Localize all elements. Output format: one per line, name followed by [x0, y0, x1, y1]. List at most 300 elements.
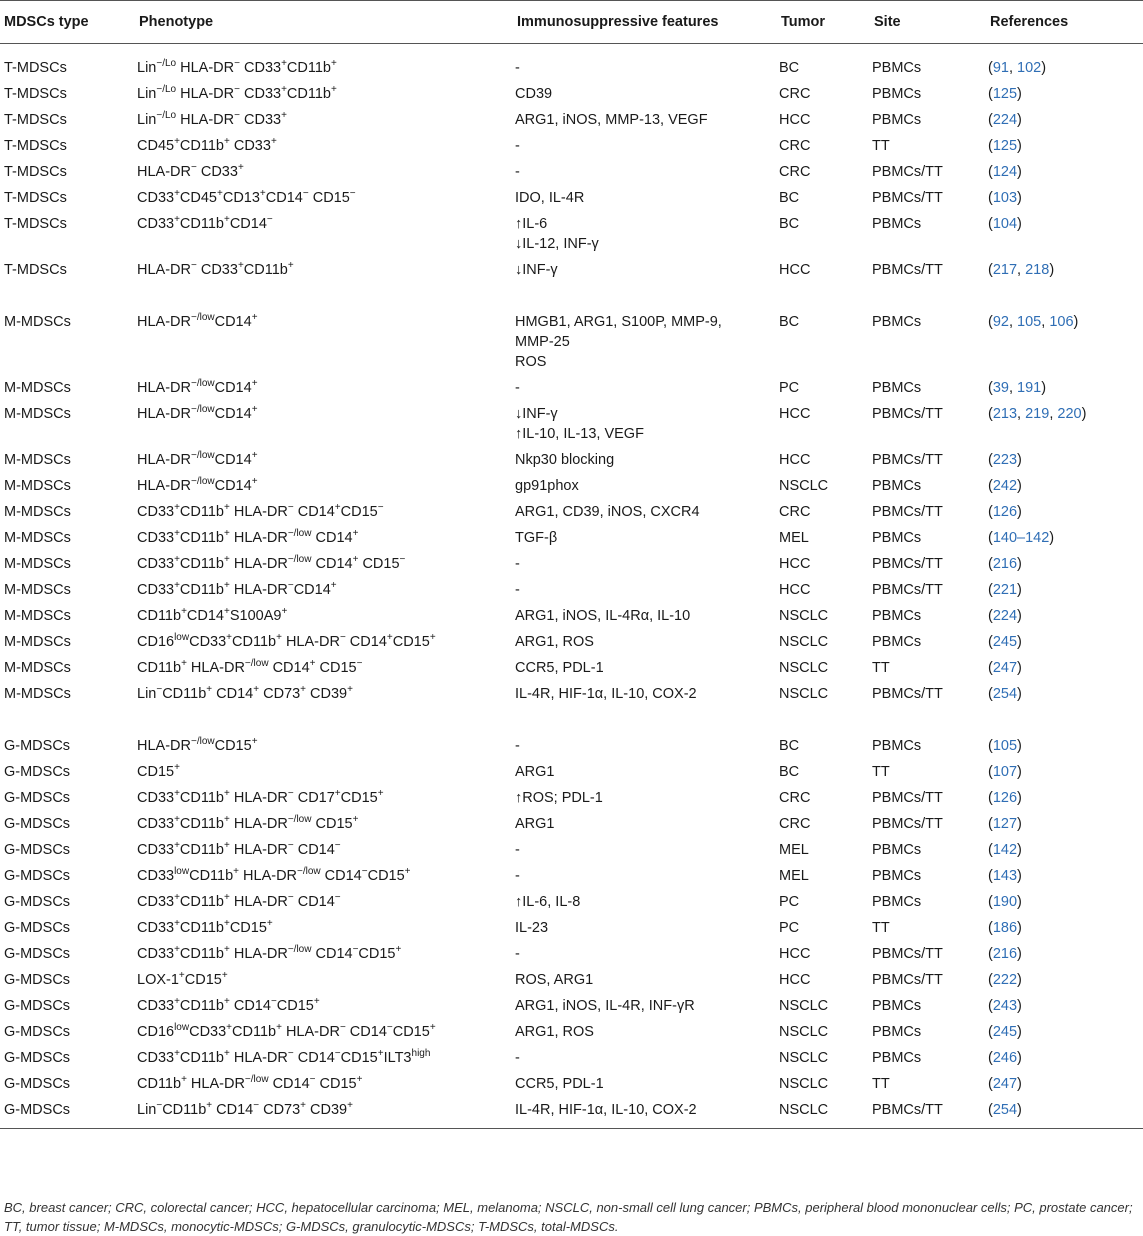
reference-link[interactable]: 105 — [992, 738, 1018, 754]
feature-line: MMP-25 — [515, 334, 570, 350]
table-row — [0, 133, 1143, 159]
table-row — [0, 375, 1143, 401]
cell-features — [513, 655, 777, 681]
cell-mdscs-type: T-MDSCs — [4, 60, 67, 76]
table-row — [0, 107, 1143, 133]
cell-site: PBMCs — [872, 608, 922, 624]
feature-line: ROS, ARG1 — [515, 972, 594, 988]
cell-tumor: HCC — [779, 112, 811, 128]
feature-line: ROS — [515, 354, 547, 370]
cell-tumor: HCC — [779, 452, 811, 468]
cell-mdscs-type: G-MDSCs — [4, 1024, 71, 1040]
cell-tumor: HCC — [779, 946, 811, 962]
cell-references: (143) — [988, 868, 1022, 884]
cell-mdscs-type: G-MDSCs — [4, 738, 71, 754]
cell-tumor: NSCLC — [779, 634, 829, 650]
table-row — [0, 447, 1143, 473]
reference-link[interactable]: 243 — [992, 998, 1018, 1014]
cell-phenotype: $CD16^{low}CD33^+CD11b^+$ HLA-DR− CD14−CD15+ — [137, 1022, 436, 1040]
cell-phenotype: CD33+CD11b+ HLA-DR− CD14+CD15− — [137, 502, 384, 520]
cell-mdscs-type: M-MDSCs — [4, 556, 71, 572]
cell-site: PBMCs — [872, 86, 922, 102]
cell-features — [513, 499, 777, 525]
cell-phenotype: CD33+CD11b+ CD14−CD15+ — [137, 996, 320, 1014]
cell-references: (142) — [988, 842, 1022, 858]
reference-link[interactable]: 222 — [992, 972, 1018, 988]
cell-phenotype: CD33+CD11b+CD15+ — [137, 918, 273, 936]
table-row — [0, 551, 1143, 577]
feature-line: TGF-β — [515, 530, 558, 546]
feature-line: - — [515, 738, 520, 754]
cell-features — [513, 967, 777, 993]
cell-references: (243) — [988, 998, 1022, 1014]
cell-features — [513, 603, 777, 629]
cell-mdscs-type: M-MDSCs — [4, 530, 71, 546]
cell-features — [513, 107, 777, 133]
cell-references: (221) — [988, 582, 1022, 598]
cell-phenotype: CD33+CD11b+ HLA-DR−CD14+ — [137, 580, 337, 598]
feature-line: - — [515, 138, 520, 154]
cell-tumor: MEL — [779, 842, 809, 858]
cell-phenotype: HLA-$DR^{-/low}CD14^+$ — [137, 378, 258, 396]
cell-mdscs-type: M-MDSCs — [4, 660, 71, 676]
reference-link[interactable]: 221 — [992, 582, 1018, 598]
cell-references: (245) — [988, 1024, 1022, 1040]
reference-link[interactable]: 247 — [992, 660, 1018, 676]
cell-references: (246) — [988, 1050, 1022, 1066]
cell-tumor: PC — [779, 380, 800, 396]
cell-site: PBMCs — [872, 112, 922, 128]
table-row — [0, 257, 1143, 283]
table-row — [0, 889, 1143, 915]
cell-phenotype: $CD33^{low}CD11b^+$ HLA-$DR^{-/low}$ CD14−CD15+ — [137, 866, 411, 884]
cell-mdscs-type: G-MDSCs — [4, 1050, 71, 1066]
header-phenotype: Phenotype — [135, 1, 513, 44]
cell-site: PBMCs/TT — [872, 686, 943, 702]
cell-site: PBMCs/TT — [872, 946, 943, 962]
cell-references: (107) — [988, 764, 1022, 780]
reference-link[interactable]: 245 — [992, 634, 1018, 650]
table-row — [0, 525, 1143, 551]
cell-mdscs-type: G-MDSCs — [4, 790, 71, 806]
feature-line: ↓INF-γ — [515, 262, 558, 278]
table-row — [0, 941, 1143, 967]
cell-tumor: BC — [779, 190, 800, 206]
cell-mdscs-type: G-MDSCs — [4, 816, 71, 832]
cell-site: PBMCs — [872, 738, 922, 754]
cell-phenotype: CD33+CD11b+ HLA-DR− $CD14^-CD15^+ILT3^{high}$ — [137, 1048, 431, 1066]
reference-link[interactable]: 224 — [992, 608, 1018, 624]
feature-line: - — [515, 946, 520, 962]
cell-phenotype: CD33+CD11b+ HLA-$DR^{-/low}$ CD15+ — [137, 814, 359, 832]
feature-line: ARG1, iNOS, MMP-13, VEGF — [515, 112, 708, 128]
feature-line: gp91phox — [515, 478, 579, 494]
cell-mdscs-type: G-MDSCs — [4, 972, 71, 988]
reference-link[interactable]: 104 — [992, 216, 1018, 232]
reference-link[interactable]: 217 — [992, 262, 1018, 278]
reference-link[interactable]: 219 — [1025, 406, 1050, 422]
cell-features — [513, 283, 777, 375]
table-row — [0, 499, 1143, 525]
cell-tumor: HCC — [779, 406, 811, 422]
table-row — [0, 655, 1143, 681]
table-row — [0, 401, 1143, 447]
reference-link[interactable]: 105 — [1017, 314, 1042, 330]
cell-phenotype: CD33+CD11b+ HLA-DR− CD14− — [137, 840, 341, 858]
cell-mdscs-type: M-MDSCs — [4, 504, 71, 520]
cell-site: TT — [872, 920, 890, 936]
reference-link[interactable]: 125 — [992, 86, 1018, 102]
cell-site: PBMCs/TT — [872, 504, 943, 520]
cell-tumor: NSCLC — [779, 1024, 829, 1040]
cell-features — [513, 577, 777, 603]
cell-references: (216) — [988, 556, 1022, 572]
cell-phenotype: CD33+CD11b+CD14− — [137, 214, 273, 232]
reference-link[interactable]: 254 — [992, 1102, 1018, 1118]
table-row — [0, 1019, 1143, 1045]
feature-line: - — [515, 164, 520, 180]
cell-mdscs-type: G-MDSCs — [4, 946, 71, 962]
cell-site: PBMCs — [872, 842, 922, 858]
cell-site: PBMCs — [872, 478, 922, 494]
cell-site: PBMCs/TT — [872, 262, 943, 278]
feature-line: ↑ROS; PDL-1 — [515, 790, 603, 806]
reference-link[interactable]: 224 — [992, 112, 1018, 128]
header-tumor: Tumor — [777, 1, 870, 44]
cell-mdscs-type: M-MDSCs — [4, 380, 71, 396]
feature-line: CCR5, PDL-1 — [515, 1076, 604, 1092]
cell-mdscs-type: M-MDSCs — [4, 634, 71, 650]
cell-phenotype: CD33+CD11b+ HLA-$DR^{-/low}$ CD14−CD15+ — [137, 944, 402, 962]
cell-mdscs-type: T-MDSCs — [4, 190, 67, 206]
cell-mdscs-type: M-MDSCs — [4, 582, 71, 598]
cell-mdscs-type: T-MDSCs — [4, 216, 67, 232]
feature-line: Nkp30 blocking — [515, 452, 615, 468]
cell-references: (186) — [988, 920, 1022, 936]
cell-features — [513, 1071, 777, 1097]
cell-site: PBMCs — [872, 634, 922, 650]
cell-references: (105) — [988, 738, 1022, 754]
cell-references: (127) — [988, 816, 1022, 832]
cell-features — [513, 863, 777, 889]
feature-line: ARG1, iNOS, IL-4Rα, IL-10 — [515, 608, 691, 624]
reference-link[interactable]: 186 — [992, 920, 1018, 936]
cell-mdscs-type: G-MDSCs — [4, 842, 71, 858]
reference-link[interactable]: 107 — [992, 764, 1018, 780]
feature-line: CCR5, PDL-1 — [515, 660, 604, 676]
feature-line: ARG1, ROS — [515, 1024, 594, 1040]
cell-features — [513, 401, 777, 447]
cell-site: PBMCs/TT — [872, 452, 943, 468]
cell-tumor: BC — [779, 60, 800, 76]
cell-mdscs-type: G-MDSCs — [4, 894, 71, 910]
cell-features — [513, 447, 777, 473]
table-row — [0, 1097, 1143, 1129]
cell-features — [513, 525, 777, 551]
cell-site: TT — [872, 1076, 890, 1092]
feature-line: IDO, IL-4R — [515, 190, 585, 206]
cell-features — [513, 159, 777, 185]
cell-mdscs-type: G-MDSCs — [4, 868, 71, 884]
cell-phenotype: CD11b+CD14+S100A9+ — [137, 606, 288, 624]
cell-features — [513, 257, 777, 283]
reference-link[interactable]: 242 — [992, 478, 1018, 494]
cell-features — [513, 629, 777, 655]
reference-link[interactable]: 143 — [992, 868, 1018, 884]
feature-line: ARG1 — [515, 816, 555, 832]
cell-features — [513, 473, 777, 499]
feature-line: ARG1 — [515, 764, 555, 780]
cell-features — [513, 889, 777, 915]
cell-tumor: MEL — [779, 530, 809, 546]
reference-link[interactable]: 213 — [992, 406, 1018, 422]
reference-link[interactable]: 216 — [992, 946, 1018, 962]
feature-line: - — [515, 868, 520, 884]
table-row — [0, 967, 1143, 993]
cell-references: (247) — [988, 660, 1022, 676]
cell-features — [513, 185, 777, 211]
table-row — [0, 785, 1143, 811]
cell-phenotype: HLA-$DR^{-/low}CD15^+$ — [137, 736, 258, 754]
table-row — [0, 915, 1143, 941]
cell-references: (124) — [988, 164, 1022, 180]
cell-features — [513, 785, 777, 811]
feature-line: - — [515, 1050, 520, 1066]
header-mdscs-type: MDSCs type — [0, 1, 135, 44]
cell-references: (245) — [988, 634, 1022, 650]
cell-tumor: HCC — [779, 972, 811, 988]
cell-phenotype: HLA-$DR^{-/low}CD14^+$ — [137, 450, 258, 468]
cell-phenotype: CD33+CD11b+ HLA-$DR^{-/low}$ CD14+ CD15− — [137, 554, 406, 572]
table-row — [0, 837, 1143, 863]
cell-phenotype: Lin$^{-/Lo}$ HLA-DR− CD33+CD11b+ — [137, 84, 337, 102]
reference-link[interactable]: 124 — [992, 164, 1018, 180]
table-row — [0, 185, 1143, 211]
feature-line: ARG1, iNOS, IL-4R, INF-γR — [515, 998, 695, 1014]
cell-references: (125) — [988, 86, 1022, 102]
table-row — [0, 759, 1143, 785]
cell-site: PBMCs — [872, 868, 922, 884]
cell-tumor: BC — [779, 738, 800, 754]
cell-tumor: HCC — [779, 582, 811, 598]
cell-tumor: CRC — [779, 86, 811, 102]
table-row — [0, 81, 1143, 107]
reference-link[interactable]: 254 — [992, 686, 1018, 702]
cell-references: (104) — [988, 216, 1022, 232]
cell-tumor: CRC — [779, 790, 811, 806]
cell-tumor: NSCLC — [779, 998, 829, 1014]
reference-link[interactable]: 106 — [1049, 314, 1074, 330]
cell-features — [513, 375, 777, 401]
cell-references: (39, 191) — [988, 380, 1047, 396]
reference-link[interactable]: 190 — [992, 894, 1018, 910]
feature-line: IL-4R, HIF-1α, IL-10, COX-2 — [515, 1102, 697, 1118]
cell-references: (224) — [988, 112, 1022, 128]
cell-site: PBMCs — [872, 216, 922, 232]
cell-site: PBMCs/TT — [872, 164, 943, 180]
feature-line: ↑IL-10, IL-13, VEGF — [515, 426, 644, 442]
cell-features — [513, 551, 777, 577]
cell-features — [513, 1019, 777, 1045]
cell-site: PBMCs/TT — [872, 190, 943, 206]
cell-features — [513, 211, 777, 257]
cell-features — [513, 941, 777, 967]
cell-mdscs-type: M-MDSCs — [4, 314, 71, 330]
cell-features — [513, 681, 777, 707]
cell-tumor: NSCLC — [779, 1050, 829, 1066]
cell-mdscs-type: G-MDSCs — [0, 1097, 135, 1129]
reference-link[interactable]: 140–142 — [992, 530, 1050, 546]
cell-mdscs-type: T-MDSCs — [4, 112, 67, 128]
cell-phenotype: Lin$^{-/Lo}$ HLA-DR− CD33+ — [137, 110, 287, 128]
reference-link[interactable]: 247 — [992, 1076, 1018, 1092]
cell-phenotype: CD11b+ HLA-$DR^{-/low}$ CD14− CD15+ — [137, 1074, 363, 1092]
cell-phenotype: LOX-1+CD15+ — [137, 970, 228, 988]
cell-site: PBMCs — [872, 1050, 922, 1066]
table-row — [0, 283, 1143, 375]
cell-tumor: NSCLC — [779, 1076, 829, 1092]
cell-mdscs-type: G-MDSCs — [4, 764, 71, 780]
feature-line: ARG1, ROS — [515, 634, 594, 650]
cell-references: (223) — [988, 452, 1022, 468]
cell-phenotype: HLA-$DR^{-/low}CD14^+$ — [137, 312, 258, 330]
table-row — [0, 159, 1143, 185]
table-row — [0, 863, 1143, 889]
reference-link[interactable]: 125 — [992, 138, 1018, 154]
feature-line: ↓INF-γ — [515, 406, 558, 422]
reference-link[interactable]: 127 — [992, 816, 1018, 832]
cell-mdscs-type: G-MDSCs — [4, 920, 71, 936]
cell-tumor: BC — [779, 216, 800, 232]
cell-phenotype: HLA-DR− CD33+ — [137, 162, 244, 180]
cell-features — [513, 759, 777, 785]
cell-phenotype: CD45+CD11b+ CD33+ — [137, 136, 277, 154]
header-site: Site — [870, 1, 986, 44]
cell-site: PBMCs — [872, 1024, 922, 1040]
reference-link[interactable]: 103 — [992, 190, 1018, 206]
reference-link[interactable]: 142 — [992, 842, 1018, 858]
cell-phenotype: CD15+ — [137, 762, 180, 780]
cell-tumor: PC — [779, 894, 800, 910]
cell-references: (126) — [988, 790, 1022, 806]
table-row — [0, 1045, 1143, 1071]
reference-link[interactable]: 245 — [992, 1024, 1018, 1040]
cell-features — [513, 44, 777, 82]
cell-references: (91, 102) — [988, 60, 1047, 76]
table-row — [0, 577, 1143, 603]
cell-tumor: HCC — [779, 262, 811, 278]
cell-references: (216) — [988, 946, 1022, 962]
reference-link[interactable]: 39 — [992, 380, 1009, 396]
cell-mdscs-type: G-MDSCs — [4, 998, 71, 1014]
cell-site: PBMCs — [872, 380, 922, 396]
cell-site: PBMCs/TT — [872, 972, 943, 988]
cell-mdscs-type: M-MDSCs — [4, 608, 71, 624]
reference-link[interactable]: 223 — [992, 452, 1018, 468]
reference-link[interactable]: 246 — [992, 1050, 1018, 1066]
cell-references: (92, 105, 106) — [988, 314, 1079, 330]
feature-line: ↑IL-6 — [515, 216, 548, 232]
cell-site: TT — [872, 138, 890, 154]
feature-line: - — [515, 556, 520, 572]
cell-features — [513, 133, 777, 159]
cell-phenotype: HLA-DR− CD33+CD11b+ — [137, 260, 294, 278]
reference-link[interactable]: 91 — [992, 60, 1009, 76]
cell-phenotype: CD33+CD45+CD13+CD14− CD15− — [137, 188, 356, 206]
table-row — [0, 44, 1143, 82]
cell-features — [513, 837, 777, 863]
reference-link[interactable]: 218 — [1025, 262, 1050, 278]
reference-link[interactable]: 126 — [992, 504, 1018, 520]
cell-phenotype: HLA-$DR^{-/low}CD14^+$ — [137, 404, 258, 422]
reference-link[interactable]: 216 — [992, 556, 1018, 572]
cell-mdscs-type: M-MDSCs — [4, 452, 71, 468]
feature-line: IL-4R, HIF-1α, IL-10, COX-2 — [515, 686, 697, 702]
cell-tumor: CRC — [779, 504, 811, 520]
cell-site: PBMCs/TT — [872, 816, 943, 832]
table-footnote: BC, breast cancer; CRC, colorectal cancer; HCC, hepatocellular carcinoma; MEL, melanoma; NSCLC, non-small cell lung cancer; PBMCs, peripheral blood mononuclear cells; PC, prostate cancer; TT, tumor tissue; M-MDSCs, monocytic-MDSCs; G-MDSCs, granulocytic-MDSCs; T-MDSCs, total-MDSCs. — [4, 1200, 1133, 1234]
cell-site: PBMCs/TT — [872, 406, 943, 422]
cell-references: (254) — [988, 686, 1022, 702]
cell-references: (190) — [988, 894, 1022, 910]
cell-site: PBMCs — [872, 60, 922, 76]
table-row — [0, 629, 1143, 655]
table-row — [0, 603, 1143, 629]
cell-phenotype: CD11b+ HLA-$DR^{-/low}$ CD14+ CD15− — [137, 658, 363, 676]
reference-link[interactable]: 102 — [1017, 60, 1042, 76]
cell-references: (126) — [988, 504, 1022, 520]
cell-mdscs-type: T-MDSCs — [4, 164, 67, 180]
cell-features — [513, 1045, 777, 1071]
cell-site: PBMCs — [872, 314, 922, 330]
cell-tumor: MEL — [779, 868, 809, 884]
cell-site: PBMCs/TT — [870, 1097, 986, 1129]
cell-mdscs-type: M-MDSCs — [4, 406, 71, 422]
cell-phenotype: $CD16^{low}CD33^+CD11b^+$ HLA-DR− CD14+CD15+ — [137, 632, 436, 650]
feature-line: - — [515, 582, 520, 598]
cell-references: (222) — [988, 972, 1022, 988]
cell-tumor: BC — [779, 764, 800, 780]
table-row — [0, 681, 1143, 707]
cell-features — [513, 915, 777, 941]
feature-line: ARG1, CD39, iNOS, CXCR4 — [515, 504, 700, 520]
cell-features — [513, 707, 777, 759]
cell-site: PBMCs — [872, 998, 922, 1014]
cell-phenotype: HLA-$DR^{-/low}CD14^+$ — [137, 476, 258, 494]
feature-line: - — [515, 380, 520, 396]
cell-references: (242) — [988, 478, 1022, 494]
feature-line: - — [515, 842, 520, 858]
cell-tumor: PC — [779, 920, 800, 936]
cell-site: PBMCs — [872, 894, 922, 910]
feature-line: CD39 — [515, 86, 553, 102]
feature-line: ↑IL-6, IL-8 — [515, 894, 581, 910]
cell-tumor: CRC — [779, 138, 811, 154]
cell-site: TT — [872, 764, 890, 780]
reference-link[interactable]: 191 — [1017, 380, 1042, 396]
cell-site: PBMCs/TT — [872, 556, 943, 572]
reference-link[interactable]: 126 — [992, 790, 1018, 806]
cell-tumor: NSCLC — [779, 660, 829, 676]
cell-phenotype: CD33+CD11b+ HLA-DR− CD17+CD15+ — [137, 788, 384, 806]
cell-features — [513, 1097, 777, 1129]
cell-phenotype: Lin−CD11b+ CD14− CD73+ CD39+ — [135, 1097, 513, 1129]
cell-features — [513, 81, 777, 107]
cell-tumor: NSCLC — [779, 478, 829, 494]
table-row — [0, 811, 1143, 837]
reference-link[interactable]: 220 — [1057, 406, 1082, 422]
reference-link[interactable]: 92 — [992, 314, 1009, 330]
